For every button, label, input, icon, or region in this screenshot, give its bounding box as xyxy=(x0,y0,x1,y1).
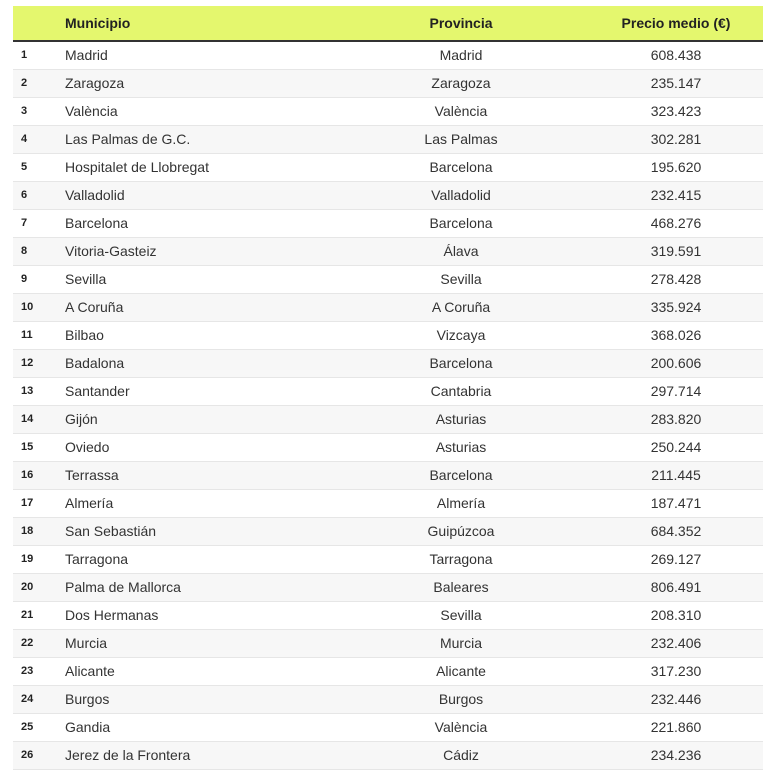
cell-provincia: Zaragoza xyxy=(431,75,491,91)
cell-precio: 468.276 xyxy=(650,215,702,231)
cell-precio: 221.860 xyxy=(650,719,702,735)
cell-precio: 283.820 xyxy=(650,411,702,427)
cell-rank: 23 xyxy=(21,665,34,677)
cell-municipio: Alicante xyxy=(65,663,115,679)
cell-municipio: Gandia xyxy=(65,719,111,735)
table-row xyxy=(13,629,763,657)
cell-precio: 187.471 xyxy=(650,495,702,511)
table-row xyxy=(13,741,763,769)
cell-municipio: Madrid xyxy=(65,47,108,64)
cell-provincia: Baleares xyxy=(433,579,489,595)
cell-municipio: Murcia xyxy=(65,635,108,651)
cell-provincia: València xyxy=(434,103,488,119)
cell-precio: 232.446 xyxy=(650,691,702,707)
cell-provincia: Murcia xyxy=(439,635,482,651)
cell-rank: 17 xyxy=(21,497,34,509)
cell-provincia: Barcelona xyxy=(429,467,493,483)
cell-rank: 25 xyxy=(21,721,34,733)
cell-municipio: Dos Hermanas xyxy=(65,607,159,623)
cell-rank: 20 xyxy=(21,581,34,593)
cell-precio: 684.352 xyxy=(650,523,702,539)
cell-provincia: Alicante xyxy=(436,663,486,679)
table-header xyxy=(13,6,763,41)
cell-provincia: Álava xyxy=(443,243,479,259)
cell-municipio: Palma de Mallorca xyxy=(65,579,181,595)
cell-provincia: Madrid xyxy=(439,47,483,64)
cell-municipio: Sevilla xyxy=(65,271,107,287)
table-row xyxy=(13,293,763,321)
table-row xyxy=(13,153,763,181)
table-row xyxy=(13,601,763,629)
price-table xyxy=(13,6,763,770)
cell-municipio: Jerez de la Frontera xyxy=(65,747,191,763)
table-row xyxy=(13,97,763,125)
cell-provincia: Las Palmas xyxy=(424,131,498,147)
cell-rank: 9 xyxy=(21,273,28,285)
cell-precio: 335.924 xyxy=(650,299,702,315)
table-row xyxy=(13,237,763,265)
table-row xyxy=(13,265,763,293)
cell-municipio: Terrassa xyxy=(65,467,119,483)
header-municipio: Municipio xyxy=(65,6,333,41)
cell-municipio: Zaragoza xyxy=(65,75,125,91)
cell-rank: 5 xyxy=(21,161,28,173)
cell-precio: 302.281 xyxy=(650,131,702,147)
cell-municipio: Gijón xyxy=(65,411,98,427)
cell-provincia: Vizcaya xyxy=(436,327,486,343)
cell-rank: 2 xyxy=(21,77,28,89)
cell-rank: 7 xyxy=(21,217,28,229)
table-row xyxy=(13,685,763,713)
cell-municipio: Santander xyxy=(65,383,130,399)
cell-municipio: València xyxy=(65,103,118,119)
cell-provincia: A Coruña xyxy=(431,299,491,315)
header-provincia: Provincia xyxy=(333,6,589,41)
cell-rank: 10 xyxy=(21,301,34,313)
cell-provincia: Tarragona xyxy=(429,551,493,567)
cell-rank: 19 xyxy=(21,553,34,565)
cell-provincia: Valladolid xyxy=(431,187,491,203)
cell-rank: 13 xyxy=(21,385,34,397)
cell-rank: 12 xyxy=(21,357,34,369)
cell-rank: 1 xyxy=(21,49,28,62)
cell-rank: 3 xyxy=(21,105,28,117)
cell-precio: 278.428 xyxy=(650,271,702,287)
cell-rank: 6 xyxy=(21,189,28,201)
cell-rank: 4 xyxy=(21,133,28,145)
table-row xyxy=(13,41,763,69)
table-row xyxy=(13,433,763,461)
table-row xyxy=(13,573,763,601)
table-row xyxy=(13,349,763,377)
table-row xyxy=(13,545,763,573)
cell-provincia: Cádiz xyxy=(443,747,479,763)
table-row xyxy=(13,657,763,685)
table-row xyxy=(13,713,763,741)
cell-provincia: Barcelona xyxy=(429,159,493,175)
cell-rank: 8 xyxy=(21,245,28,257)
cell-provincia: Cantabria xyxy=(430,383,492,399)
cell-municipio: Vitoria-Gasteiz xyxy=(65,243,157,259)
cell-provincia: Asturias xyxy=(435,411,487,427)
table-row xyxy=(13,181,763,209)
cell-precio: 806.491 xyxy=(650,579,702,595)
table-row xyxy=(13,461,763,489)
cell-precio: 323.423 xyxy=(650,103,702,119)
header-row xyxy=(13,6,763,41)
cell-precio: 608.438 xyxy=(650,47,702,64)
cell-precio: 235.147 xyxy=(650,75,702,91)
cell-municipio: San Sebastián xyxy=(65,523,157,539)
cell-provincia: Asturias xyxy=(435,439,487,455)
header-precio: Precio medio (€) xyxy=(589,6,763,41)
table-row xyxy=(13,517,763,545)
cell-precio: 195.620 xyxy=(650,159,702,175)
cell-provincia: Barcelona xyxy=(429,215,493,231)
cell-precio: 232.415 xyxy=(650,187,702,203)
table-row xyxy=(13,377,763,405)
cell-precio: 317.230 xyxy=(650,663,702,679)
table-row xyxy=(13,405,763,433)
cell-municipio: Burgos xyxy=(65,691,110,707)
cell-provincia: Almería xyxy=(436,495,486,511)
cell-precio: 250.244 xyxy=(650,439,702,455)
cell-municipio: Tarragona xyxy=(65,551,129,567)
cell-rank: 15 xyxy=(21,441,34,453)
cell-municipio: Hospitalet de Llobregat xyxy=(65,159,209,175)
cell-precio: 211.445 xyxy=(651,467,701,483)
cell-precio: 232.406 xyxy=(650,635,702,651)
cell-municipio: Las Palmas de G.C. xyxy=(65,131,191,147)
cell-rank: 24 xyxy=(21,693,34,705)
cell-precio: 234.236 xyxy=(650,747,702,763)
header-rank xyxy=(13,6,65,41)
cell-rank: 22 xyxy=(21,637,34,649)
cell-precio: 200.606 xyxy=(650,355,702,371)
cell-municipio: Barcelona xyxy=(65,215,129,231)
data-table-container xyxy=(13,6,763,770)
cell-municipio: Valladolid xyxy=(65,187,125,203)
cell-municipio: Oviedo xyxy=(65,439,110,455)
table-row xyxy=(13,69,763,97)
cell-municipio: Badalona xyxy=(65,355,125,371)
table-row xyxy=(13,321,763,349)
cell-precio: 368.026 xyxy=(650,327,702,343)
cell-precio: 297.714 xyxy=(650,383,702,399)
cell-precio: 269.127 xyxy=(650,551,702,567)
cell-provincia: València xyxy=(434,719,488,735)
cell-precio: 208.310 xyxy=(650,607,702,623)
cell-rank: 16 xyxy=(21,469,34,481)
cell-municipio: Bilbao xyxy=(65,327,104,343)
table-row xyxy=(13,209,763,237)
cell-rank: 11 xyxy=(21,329,33,341)
cell-rank: 21 xyxy=(21,609,34,621)
cell-rank: 26 xyxy=(21,749,34,761)
cell-municipio: Almería xyxy=(65,495,114,511)
table-row xyxy=(13,125,763,153)
cell-provincia: Sevilla xyxy=(440,607,482,623)
cell-precio: 319.591 xyxy=(650,243,702,259)
cell-provincia: Sevilla xyxy=(440,271,482,287)
cell-rank: 14 xyxy=(21,413,34,425)
cell-provincia: Barcelona xyxy=(429,355,493,371)
table-body xyxy=(13,41,763,769)
cell-municipio: A Coruña xyxy=(65,299,124,315)
cell-provincia: Guipúzcoa xyxy=(427,523,495,539)
cell-provincia: Burgos xyxy=(438,691,484,707)
table-row xyxy=(13,489,763,517)
cell-rank: 18 xyxy=(21,525,34,537)
